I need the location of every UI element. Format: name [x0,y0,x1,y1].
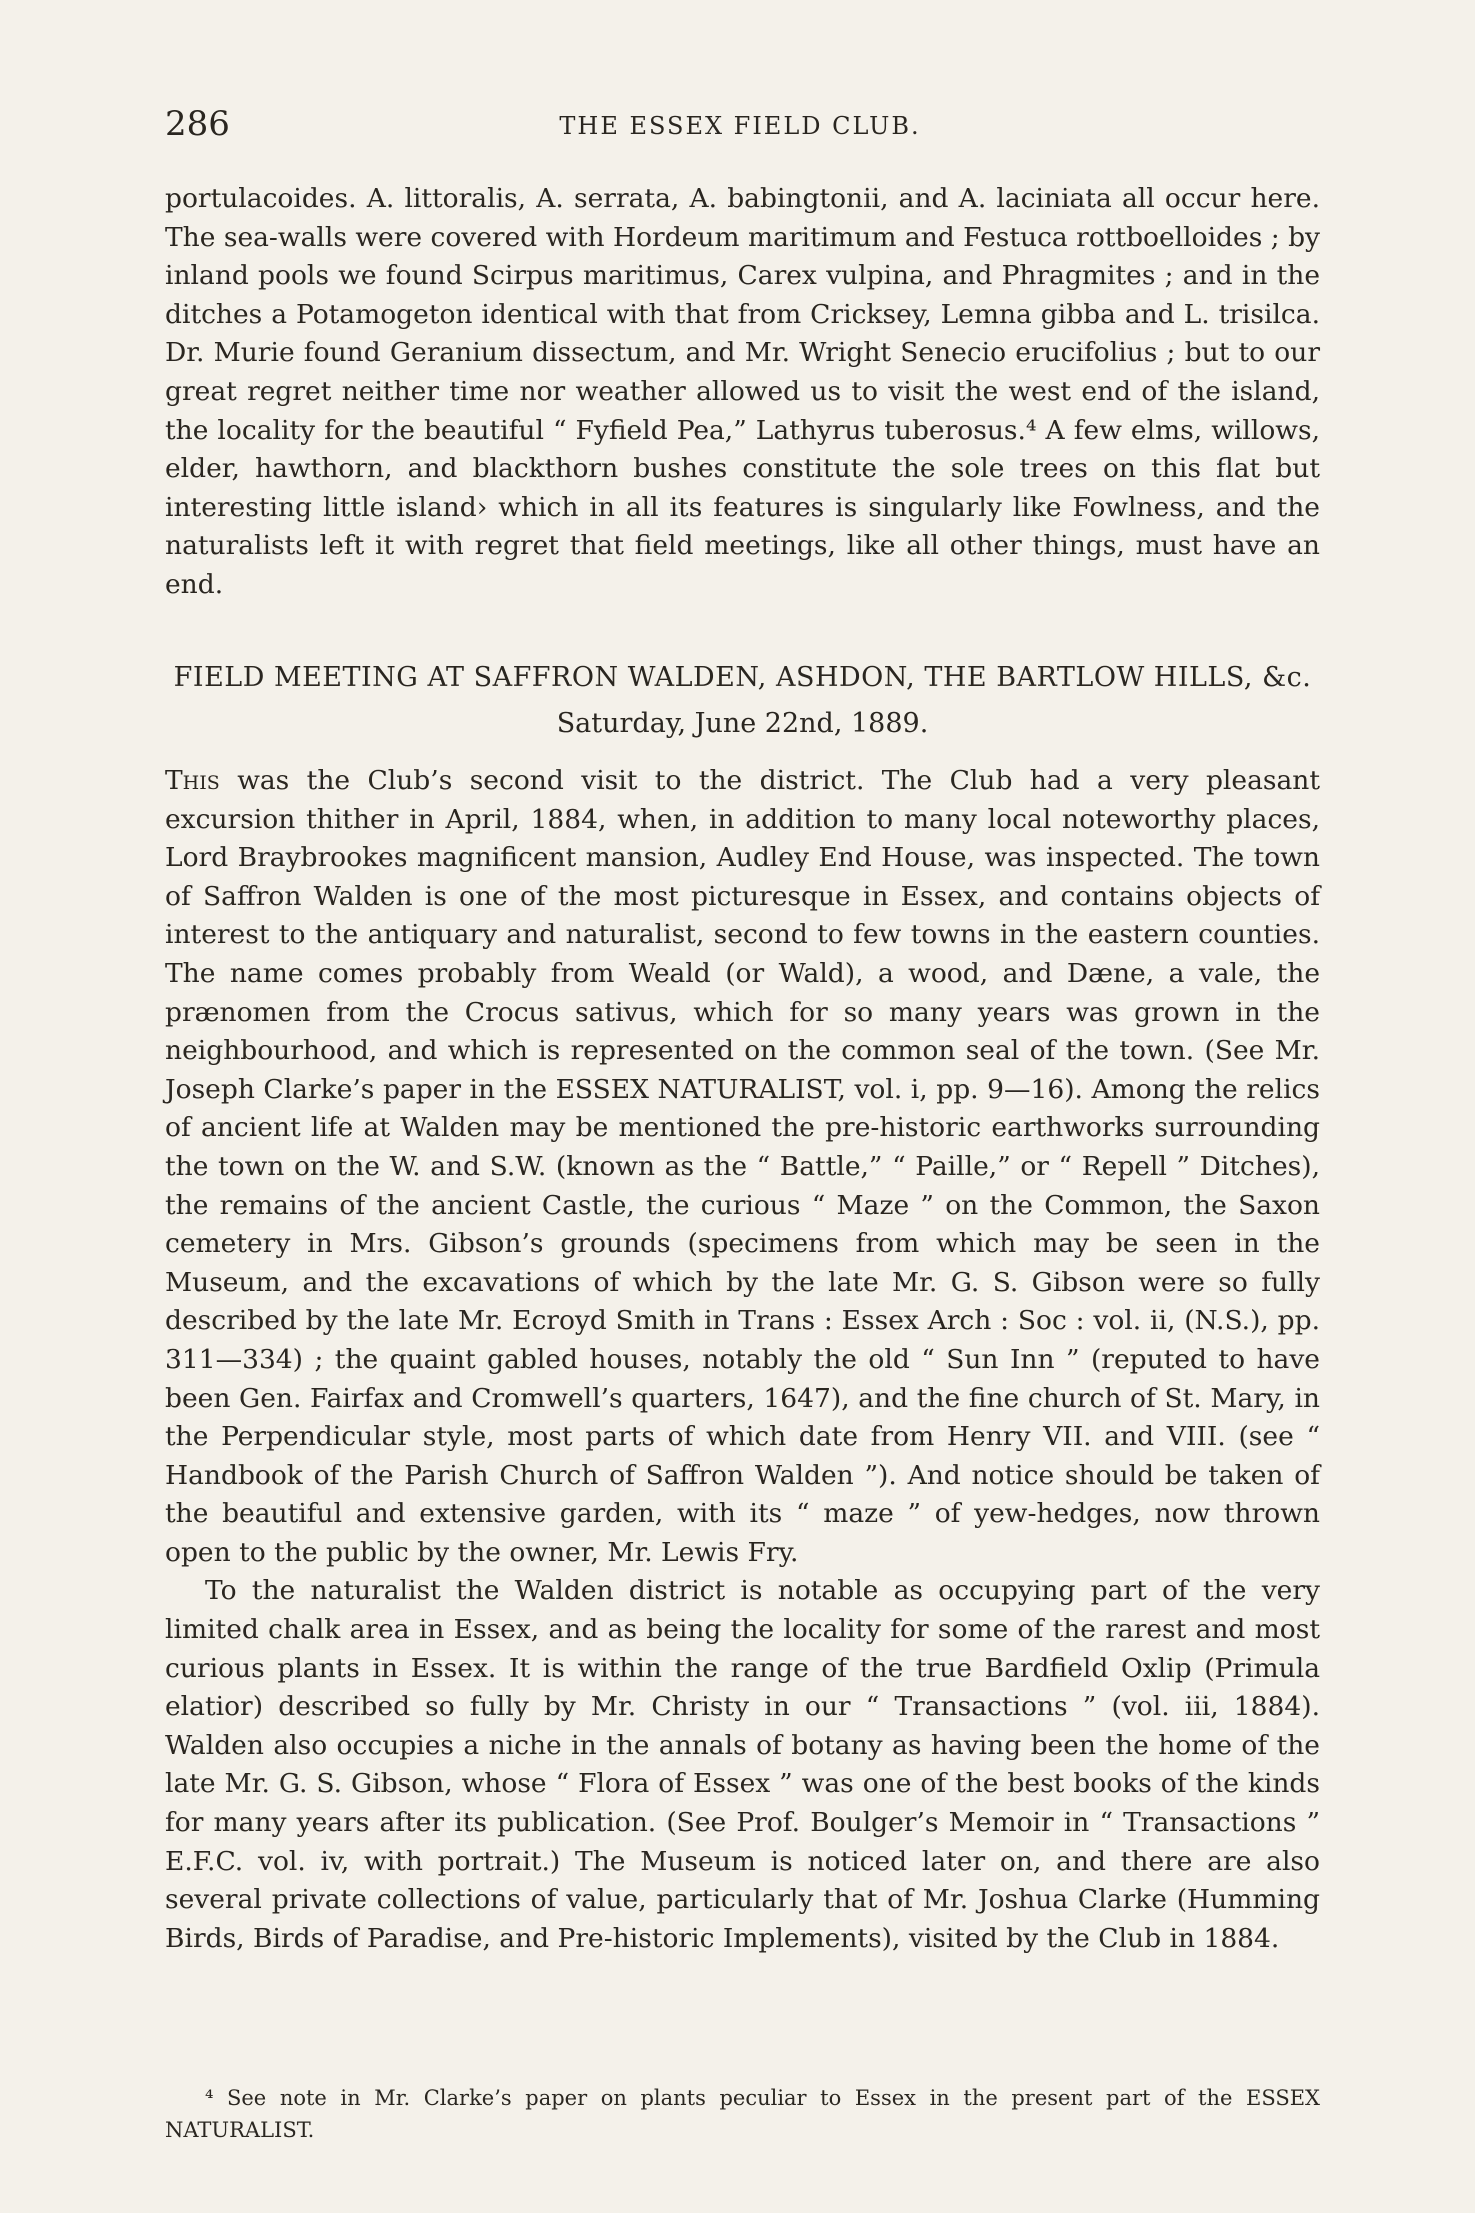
page-header [165,104,1315,154]
footnote: ⁴ See note in Mr. Clarke’s paper on plants peculiar to Essex in the present part of the ESSEX NATURALIST. [165,2086,1320,2142]
section-date: Saturday, June 22nd, 1889. [556,708,929,739]
running-head: THE ESSEX FIELD CLUB. [559,112,921,140]
continuation-paragraph: portulacoides. A. littoralis, A. serrata, A. babingtonii, and A. laciniata all occur here. The sea-walls were covered with Hordeum maritimum and Festuca rottboelloides ; by inland pools we found Scirpus maritimus, Carex vulpina, and Phragmites ; and in the ditches a Potamogeton identical with that from Cricksey, Lemna gibba and L. trisilca. Dr. Murie found Geranium dissectum, and Mr. Wright Senecio erucifolius ; but to our great regret neither time nor weather allowed us to visit the west end of the island, the locality for the beautiful “ Fyfield Pea,” Lathyrus tuberosus.⁴ A few elms, willows, elder, hawthorn, and blackthorn bushes constitute the sole trees on this flat but interesting little island› which in all its features is singularly like Fowlness, and the naturalists left it with regret that field meetings, like all other things, must have an end. [165,183,1321,600]
section-body [165,762,1320,1958]
page-number: 286 [165,104,230,144]
section-paragraph-1 [165,762,1320,1572]
section-paragraph-2: To the naturalist the Walden district is notable as occupying part of the very limited chalk area in Essex, and as being the locality for some of the rarest and most curious plants in Essex. It is within the range of the true Bardfield Oxlip (Primula elatior) described so fully by Mr. Christy in our “ Transactions ” (vol. iii, 1884). Walden also occupies a niche in the annals of botany as having been the home of the late Mr. G. S. Gibson, whose “ Flora of Essex ” was one of the best books of the kinds for many years after its publication. (See Prof. Boulger’s Memoir in “ Transactions ” E.F.C. vol. iv, with portrait.) The Museum is noticed later on, and there are also several private collections of value, particularly that of Mr. Joshua Clarke (Humming Birds, Birds of Paradise, and Pre-historic Implements), visited by the Club in 1884. [165,1575,1320,1954]
section-title: FIELD MEETING AT SAFFRON WALDEN, ASHDON, THE BARTLOW HILLS, &c. [173,662,1312,693]
continuation-block [165,180,1320,605]
paragraph-1-text: was the Club’s second visit to the district. The Club had a very pleasant excursion thither in April, 1884, when, in addition to many local noteworthy places, Lord Braybrookes magnificent mansion, Audley End House, was inspected. The town of Saffron Walden is one of the most picturesque in Essex, and contains objects of interest to the antiquary and naturalist, second to few towns in the eastern counties. The name comes probably from Weald (or Wald), a wood, and Dæne, a vale, the prænomen from the Crocus sativus, which for so many years was grown in the neighbourhood, and which is represented on the common seal of the town. (See Mr. Joseph Clarke’s paper in the ESSEX NATURALIST, vol. i, pp. 9—16). Among the relics of ancient life at Walden may be mentioned the pre-historic earthworks surrounding the town on the W. and S.W. (known as the “ Battle,” “ Paille,” or “ Repell ” Ditches), the remains of the ancient Castle, the curious “ Maze ” on the Common, the Saxon cemetery in Mrs. Gibson’s grounds (specimens from which may be seen in the Museum, and the excavations of which by the late Mr. G. S. Gibson were so fully described by the late Mr. Ecroyd Smith in Trans : Essex Arch : Soc : vol. ii, (N.S.), pp. 311—334) ; the quaint gabled houses, notably the old “ Sun Inn ” (reputed to have been Gen. Fairfax and Cromwell’s quarters, 1647), and the fine church of St. Mary, in the Perpendicular style, most parts of which date from Henry VII. and VIII. (see “ Handbook of the Parish Church of Saffron Walden ”). And notice should be taken of the beautiful and extensive garden, with its “ maze ” of yew-hedges, now thrown open to the public by the owner, Mr. Lewis Fry. [165,765,1320,1568]
paragraph-lead-word: This [165,765,220,796]
